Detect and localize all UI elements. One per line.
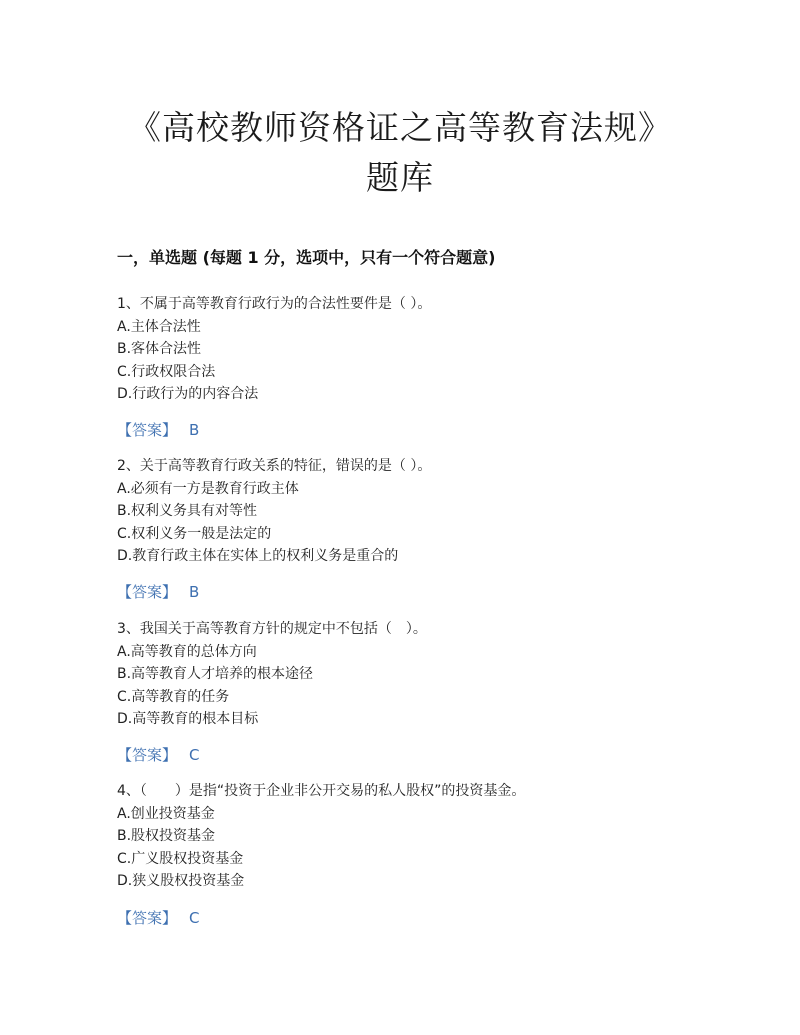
answer-value: B xyxy=(189,421,200,439)
question-4 xyxy=(117,780,525,893)
option-c: C.行政权限合法 xyxy=(117,363,216,380)
page-title xyxy=(0,103,800,203)
answer-label: 【答案】 xyxy=(117,746,178,764)
option-d: D.教育行政主体在实体上的权利义务是重合的 xyxy=(117,548,399,564)
answer-value: B xyxy=(189,583,200,601)
answer-label: 【答案】 xyxy=(117,421,178,439)
option-a: A.创业投资基金 xyxy=(117,805,215,822)
question-stem: 3、我国关于高等教育方针的规定中不包括（ ）。 xyxy=(117,621,427,637)
answer-label: 【答案】 xyxy=(117,909,178,927)
option-c: C.权利义务一般是法定的 xyxy=(117,525,272,542)
question-stem: 1、不属于高等教育行政行为的合法性要件是（ ）。 xyxy=(117,296,432,312)
option-b: B.客体合法性 xyxy=(117,341,202,357)
title-line-2: 题库 xyxy=(366,158,434,197)
option-c: C.广义股权投资基金 xyxy=(117,850,244,867)
option-d: D.高等教育的根本目标 xyxy=(117,711,259,727)
option-b: B.权利义务具有对等性 xyxy=(117,503,258,519)
question-1 xyxy=(117,293,431,406)
option-b: B.股权投资基金 xyxy=(117,828,216,844)
answer-1 xyxy=(117,420,199,440)
answer-value: C xyxy=(189,909,200,927)
option-d: D.行政行为的内容合法 xyxy=(117,386,259,402)
option-d: D.狭义股权投资基金 xyxy=(117,873,245,889)
section-heading: 一，单选题 (每题 1 分，选项中，只有一个符合题意) xyxy=(117,248,496,267)
option-a: A.主体合法性 xyxy=(117,318,201,335)
option-c: C.高等教育的任务 xyxy=(117,688,230,705)
answer-3 xyxy=(117,745,200,765)
option-a: A.高等教育的总体方向 xyxy=(117,643,257,660)
title-line-1: 《高校教师资格证之高等教育法规》 xyxy=(128,108,672,147)
question-stem: 4、（ ）是指“投资于企业非公开交易的私人股权”的投资基金。 xyxy=(117,783,526,799)
question-2 xyxy=(117,455,431,568)
answer-2 xyxy=(117,582,199,602)
question-3 xyxy=(117,618,427,731)
question-stem: 2、关于高等教育行政关系的特征，错误的是（ ）。 xyxy=(117,458,432,474)
option-b: B.高等教育人才培养的根本途径 xyxy=(117,666,314,682)
answer-4 xyxy=(117,908,200,928)
option-a: A.必须有一方是教育行政主体 xyxy=(117,480,299,497)
answer-label: 【答案】 xyxy=(117,583,178,601)
answer-value: C xyxy=(189,746,200,764)
